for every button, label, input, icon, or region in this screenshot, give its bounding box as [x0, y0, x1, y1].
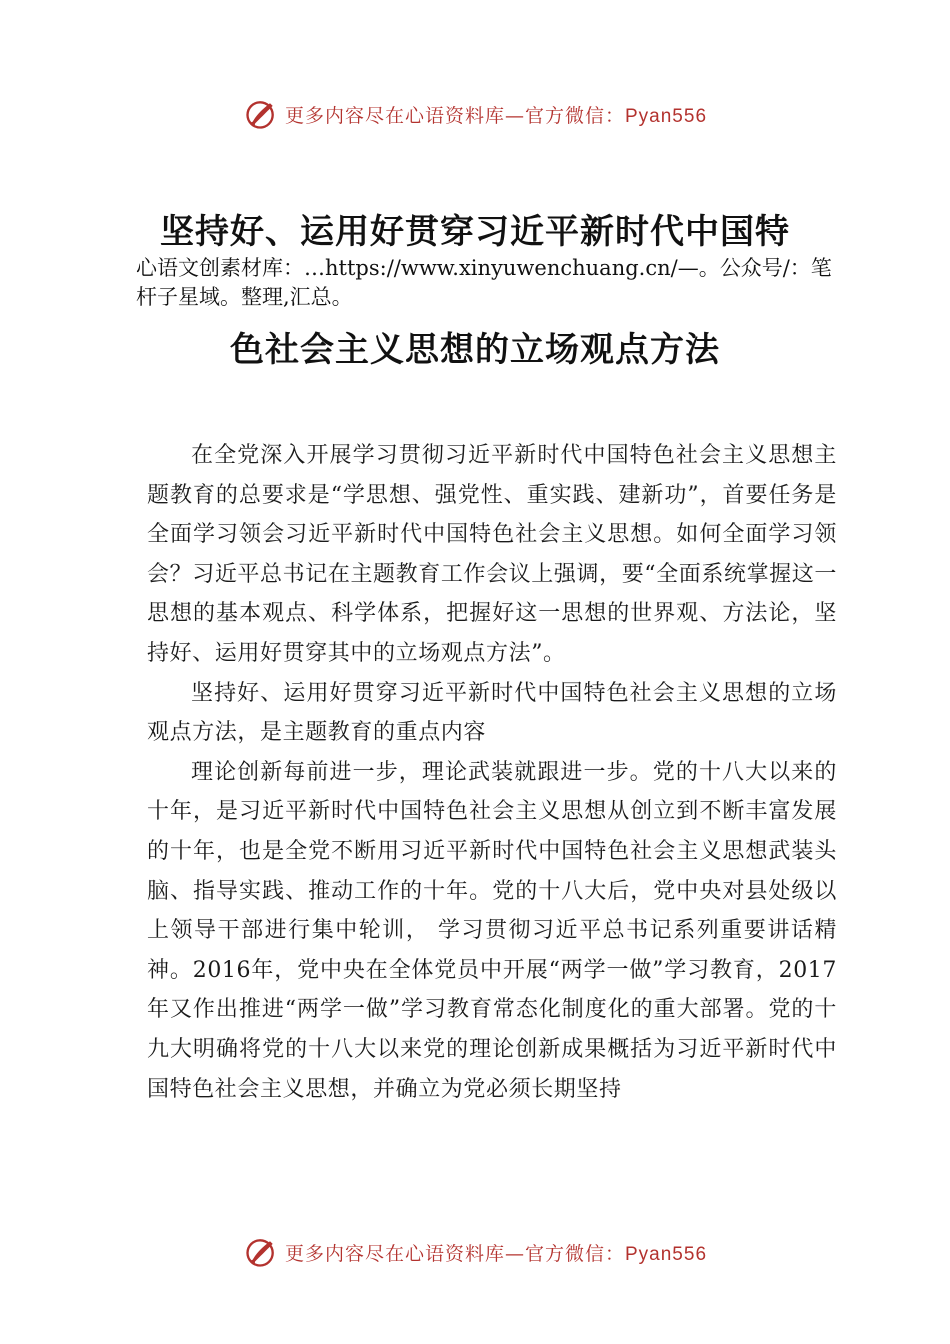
banner-text: 更多内容尽在心语资料库—官方微信：Pyan556 [284, 104, 708, 127]
paragraph: 在全党深入开展学习贯彻习近平新时代中国特色社会主义思想主题教育的总要求是“学思想、强党性、重实践、建新功”，首要任务是全面学习领会习近平新时代中国特色社会主义思想。如何全面学习领会？习近平总书记在主题教育工作会议上强调，要“全面系统掌握这一思想的基本观点、科学体系，把握好这一思想的世界观、方法论，坚持好、运用好贯穿其中的立场观点方法”。 [147, 443, 837, 666]
wechat-id: Pyan556 [625, 1243, 708, 1265]
document-body [147, 436, 837, 1109]
brush-logo-icon [243, 1234, 279, 1270]
header-banner [0, 94, 950, 134]
brush-logo-icon [243, 96, 279, 132]
paragraph: 理论创新每前进一步，理论武装就跟进一步。党的十八大以来的十年，是习近平新时代中国特色社会主义思想从创立到不断丰富发展的十年，也是全党不断用习近平新时代中国特色社会主义思想武装头脑、指导实践、推动工作的十年。党的十八大后，党中央对县处级以上领导干部进行集中轮训， 学习贯彻习近平总书记系列重要讲话精神。2016年，党中央在全体党员中开展“两学一做”学习教育，2017年又作出推进“两学一做”学习教育常态化制度化的重大部署。党的十九大明确将党的十八大以来党的理论创新成果概括为习近平新时代中国特色社会主义思想，并确立为党必须长期坚持 [147, 759, 837, 1102]
watermark-text: 心语文创素材库：…https://www.xinyuwenchuang.cn/—。公众号/：笔杆子星域。整理,汇总。 [136, 256, 832, 309]
page-title-line-1: 坚持好、运用好贯穿习近平新时代中国特 [160, 212, 790, 252]
wechat-id: Pyan556 [625, 105, 708, 127]
banner-text: 更多内容尽在心语资料库—官方微信：Pyan556 [284, 1242, 708, 1265]
page-title-line-2: 色社会主义思想的立场观点方法 [230, 330, 720, 370]
footer-banner [0, 1232, 950, 1272]
paragraph: 坚持好、运用好贯穿习近平新时代中国特色社会主义思想的立场观点方法，是主题教育的重点内容 [147, 680, 837, 746]
